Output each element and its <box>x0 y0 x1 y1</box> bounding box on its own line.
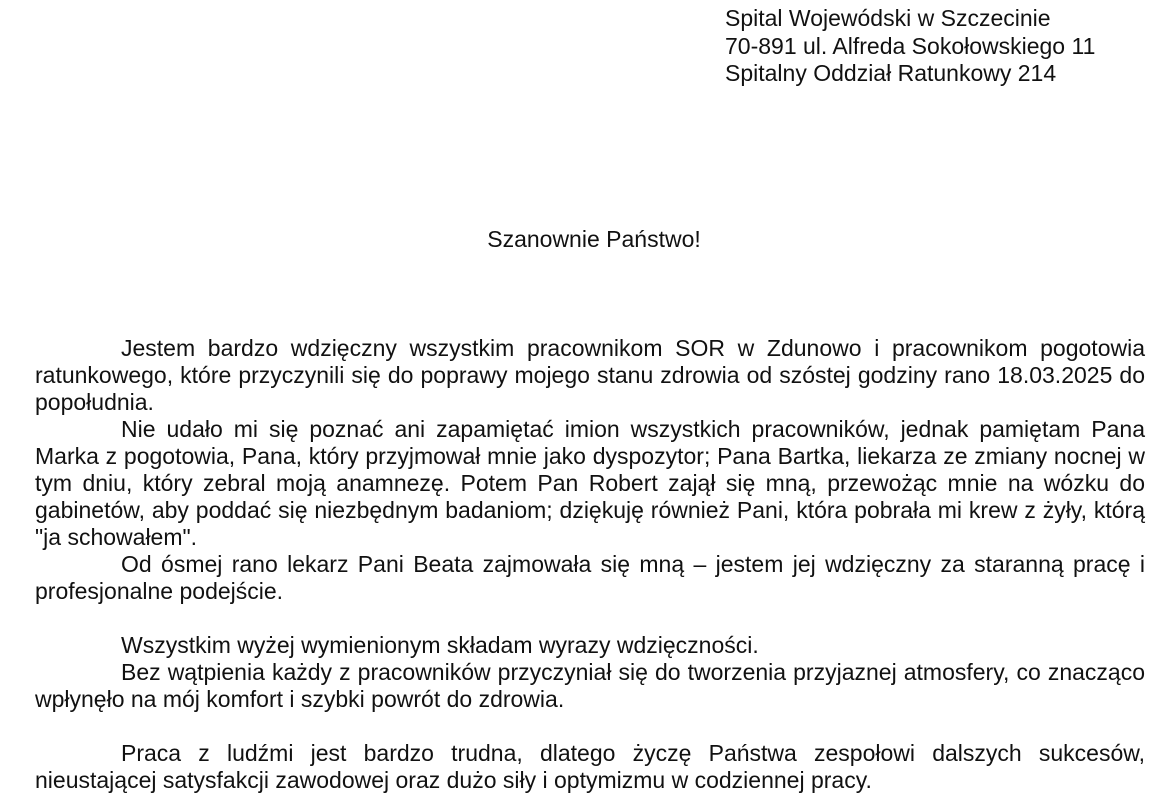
address-line-department: Spitalny Oddział Ratunkowy 214 <box>725 60 1057 86</box>
letter-body <box>35 335 1145 794</box>
paragraph-gratitude: Wszystkim wyżej wymienionym składam wyrazy wdzięczności. <box>121 632 759 658</box>
address-line-institution: Spital Wojewódski w Szczecinie <box>725 5 1051 31</box>
salutation <box>0 226 1162 253</box>
paragraph-atmosphere: Bez wątpienia każdy z pracowników przyczyniał się do tworzenia przyjaznej atmosfery, co znacząco wpłynęło na mój komfort i szybki powrót do zdrowia. <box>35 659 1145 712</box>
address-line-street: 70-891 ul. Alfreda Sokołowskiego 11 <box>725 32 1096 59</box>
salutation-text: Szanownie Państwo! <box>487 226 701 252</box>
paragraph-staff: Nie udało mi się poznać ani zapamiętać imion wszystkich pracowników, jednak pamiętam Pana Marka z pogotowia, Pana, który przyjmował mnie jako dyspozytor; Pana Bartka, liekarza ze zmiany nocnej w tym dniu, który zebral moją anamnezę. Potem Pan Robert zajął się mną, przewożąc mnie na wózku do gabinetów, aby poddać się niezbędnym badaniom; dziękuję również Pani, która pobrała mi krew z żyły, którą "ja schowałem". <box>35 416 1145 550</box>
recipient-address <box>725 5 1155 88</box>
paragraph-wishes: Praca z ludźmi jest bardzo trudna, dlatego życzę Państwa zespołowi dalszych sukcesów, nieustającej satysfakcji zawodowej oraz dużo siły i optymizmu w codziennej pracy. <box>35 740 1145 793</box>
paragraph-doctor: Od ósmej rano lekarz Pani Beata zajmowała się mną – jestem jej wdzięczny za staranną pracę i profesjonalne podejście. <box>35 551 1145 604</box>
paragraph-thanks: Jestem bardzo wdzięczny wszystkim pracownikom SOR w Zdunowo i pracownikom pogotowia ratunkowego, które przyczynili się do poprawy mojego stanu zdrowia od szóstej godziny rano 18.03.2025 do popołudnia. <box>35 335 1145 415</box>
